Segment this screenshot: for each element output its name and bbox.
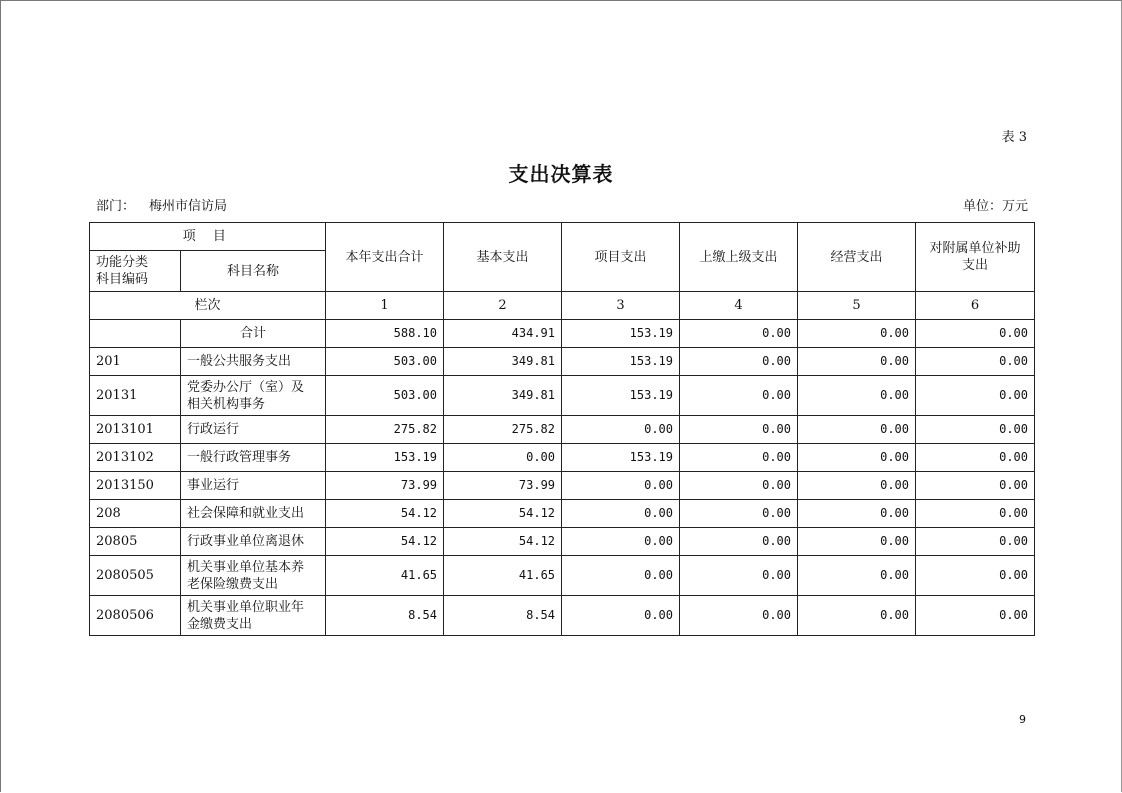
table-row <box>90 376 1035 416</box>
column-index-row <box>90 292 1035 320</box>
cell-upper-payment: 0.00 <box>680 556 798 596</box>
cell-subsidy: 0.00 <box>916 528 1035 556</box>
cell-subject-name: 行政运行 <box>181 416 326 444</box>
cell-code: 2080505 <box>90 556 181 596</box>
cell-business: 0.00 <box>798 320 916 348</box>
header-upper-payment: 上缴上级支出 <box>680 223 798 292</box>
meta-row <box>96 195 1028 214</box>
cell-subject-name: 一般公共服务支出 <box>181 348 326 376</box>
cell-subsidy: 0.00 <box>916 472 1035 500</box>
cell-code: 208 <box>90 500 181 528</box>
cell-subject-name: 社会保障和就业支出 <box>181 500 326 528</box>
table-row <box>90 444 1035 472</box>
cell-code: 2013102 <box>90 444 181 472</box>
cell-subject-name: 行政事业单位离退休 <box>181 528 326 556</box>
column-index-1: 1 <box>326 292 444 320</box>
cell-basic: 275.82 <box>444 416 562 444</box>
cell-business: 0.00 <box>798 472 916 500</box>
cell-total: 54.12 <box>326 528 444 556</box>
cell-basic: 349.81 <box>444 348 562 376</box>
cell-subsidy: 0.00 <box>916 320 1035 348</box>
cell-total: 503.00 <box>326 348 444 376</box>
cell-total: 54.12 <box>326 500 444 528</box>
header-business: 经营支出 <box>798 223 916 292</box>
column-index-5: 5 <box>798 292 916 320</box>
cell-upper-payment: 0.00 <box>680 376 798 416</box>
cell-upper-payment: 0.00 <box>680 500 798 528</box>
cell-total: 8.54 <box>326 596 444 636</box>
cell-project: 0.00 <box>562 416 680 444</box>
cell-business: 0.00 <box>798 500 916 528</box>
cell-code <box>90 320 181 348</box>
department-info <box>96 195 227 214</box>
cell-upper-payment: 0.00 <box>680 596 798 636</box>
column-index-label: 栏次 <box>90 292 326 320</box>
cell-project: 153.19 <box>562 376 680 416</box>
table-row <box>90 472 1035 500</box>
column-index-3: 3 <box>562 292 680 320</box>
table-row <box>90 348 1035 376</box>
unit-label: 单位：万元 <box>962 199 1028 214</box>
cell-code: 20805 <box>90 528 181 556</box>
cell-code: 2013150 <box>90 472 181 500</box>
cell-basic: 73.99 <box>444 472 562 500</box>
cell-business: 0.00 <box>798 348 916 376</box>
table-number: 表 3 <box>1001 130 1027 145</box>
cell-basic: 434.91 <box>444 320 562 348</box>
header-total: 本年支出合计 <box>326 223 444 292</box>
cell-project: 0.00 <box>562 500 680 528</box>
cell-upper-payment: 0.00 <box>680 416 798 444</box>
header-subsidy: 对附属单位补助 支出 <box>916 223 1035 292</box>
table-row <box>90 528 1035 556</box>
cell-total: 73.99 <box>326 472 444 500</box>
cell-business: 0.00 <box>798 416 916 444</box>
cell-subsidy: 0.00 <box>916 500 1035 528</box>
header-basic: 基本支出 <box>444 223 562 292</box>
cell-upper-payment: 0.00 <box>680 444 798 472</box>
header-row-1 <box>90 223 1035 251</box>
cell-subject-name: 一般行政管理事务 <box>181 444 326 472</box>
cell-upper-payment: 0.00 <box>680 348 798 376</box>
cell-project: 153.19 <box>562 444 680 472</box>
cell-basic: 8.54 <box>444 596 562 636</box>
cell-subject-name: 合计 <box>181 320 326 348</box>
cell-total: 588.10 <box>326 320 444 348</box>
cell-code: 201 <box>90 348 181 376</box>
cell-business: 0.00 <box>798 444 916 472</box>
document-title: 支出决算表 <box>508 162 614 186</box>
department-label: 部门： <box>96 199 136 214</box>
table-row <box>90 416 1035 444</box>
column-index-2: 2 <box>444 292 562 320</box>
cell-business: 0.00 <box>798 556 916 596</box>
cell-subject-name: 机关事业单位基本养 老保险缴费支出 <box>181 556 326 596</box>
column-index-6: 6 <box>916 292 1035 320</box>
cell-basic: 349.81 <box>444 376 562 416</box>
department-name: 梅州市信访局 <box>149 199 228 214</box>
cell-basic: 54.12 <box>444 528 562 556</box>
cell-total: 503.00 <box>326 376 444 416</box>
cell-project: 0.00 <box>562 556 680 596</box>
table-row <box>90 596 1035 636</box>
cell-basic: 0.00 <box>444 444 562 472</box>
header-project: 项目支出 <box>562 223 680 292</box>
cell-subsidy: 0.00 <box>916 416 1035 444</box>
cell-basic: 41.65 <box>444 556 562 596</box>
cell-basic: 54.12 <box>444 500 562 528</box>
cell-code: 20131 <box>90 376 181 416</box>
cell-subsidy: 0.00 <box>916 596 1035 636</box>
cell-subsidy: 0.00 <box>916 348 1035 376</box>
cell-subsidy: 0.00 <box>916 444 1035 472</box>
table-row <box>90 500 1035 528</box>
cell-total: 41.65 <box>326 556 444 596</box>
cell-code: 2013101 <box>90 416 181 444</box>
expenditure-table <box>89 222 1035 636</box>
cell-business: 0.00 <box>798 376 916 416</box>
cell-subject-name: 党委办公厅（室）及 相关机构事务 <box>181 376 326 416</box>
cell-code: 2080506 <box>90 596 181 636</box>
cell-project: 0.00 <box>562 596 680 636</box>
cell-business: 0.00 <box>798 596 916 636</box>
total-row <box>90 320 1035 348</box>
cell-upper-payment: 0.00 <box>680 472 798 500</box>
cell-project: 153.19 <box>562 348 680 376</box>
table-row <box>90 556 1035 596</box>
cell-subject-name: 机关事业单位职业年 金缴费支出 <box>181 596 326 636</box>
cell-total: 275.82 <box>326 416 444 444</box>
cell-upper-payment: 0.00 <box>680 320 798 348</box>
column-index-4: 4 <box>680 292 798 320</box>
cell-project: 0.00 <box>562 528 680 556</box>
page-number: 9 <box>1019 713 1026 726</box>
header-item: 项 目 <box>90 223 326 251</box>
header-subject-name: 科目名称 <box>181 251 326 292</box>
cell-subsidy: 0.00 <box>916 376 1035 416</box>
cell-subject-name: 事业运行 <box>181 472 326 500</box>
cell-project: 0.00 <box>562 472 680 500</box>
cell-subsidy: 0.00 <box>916 556 1035 596</box>
cell-business: 0.00 <box>798 528 916 556</box>
header-code: 功能分类 科目编码 <box>90 251 181 292</box>
cell-project: 153.19 <box>562 320 680 348</box>
cell-upper-payment: 0.00 <box>680 528 798 556</box>
cell-total: 153.19 <box>326 444 444 472</box>
